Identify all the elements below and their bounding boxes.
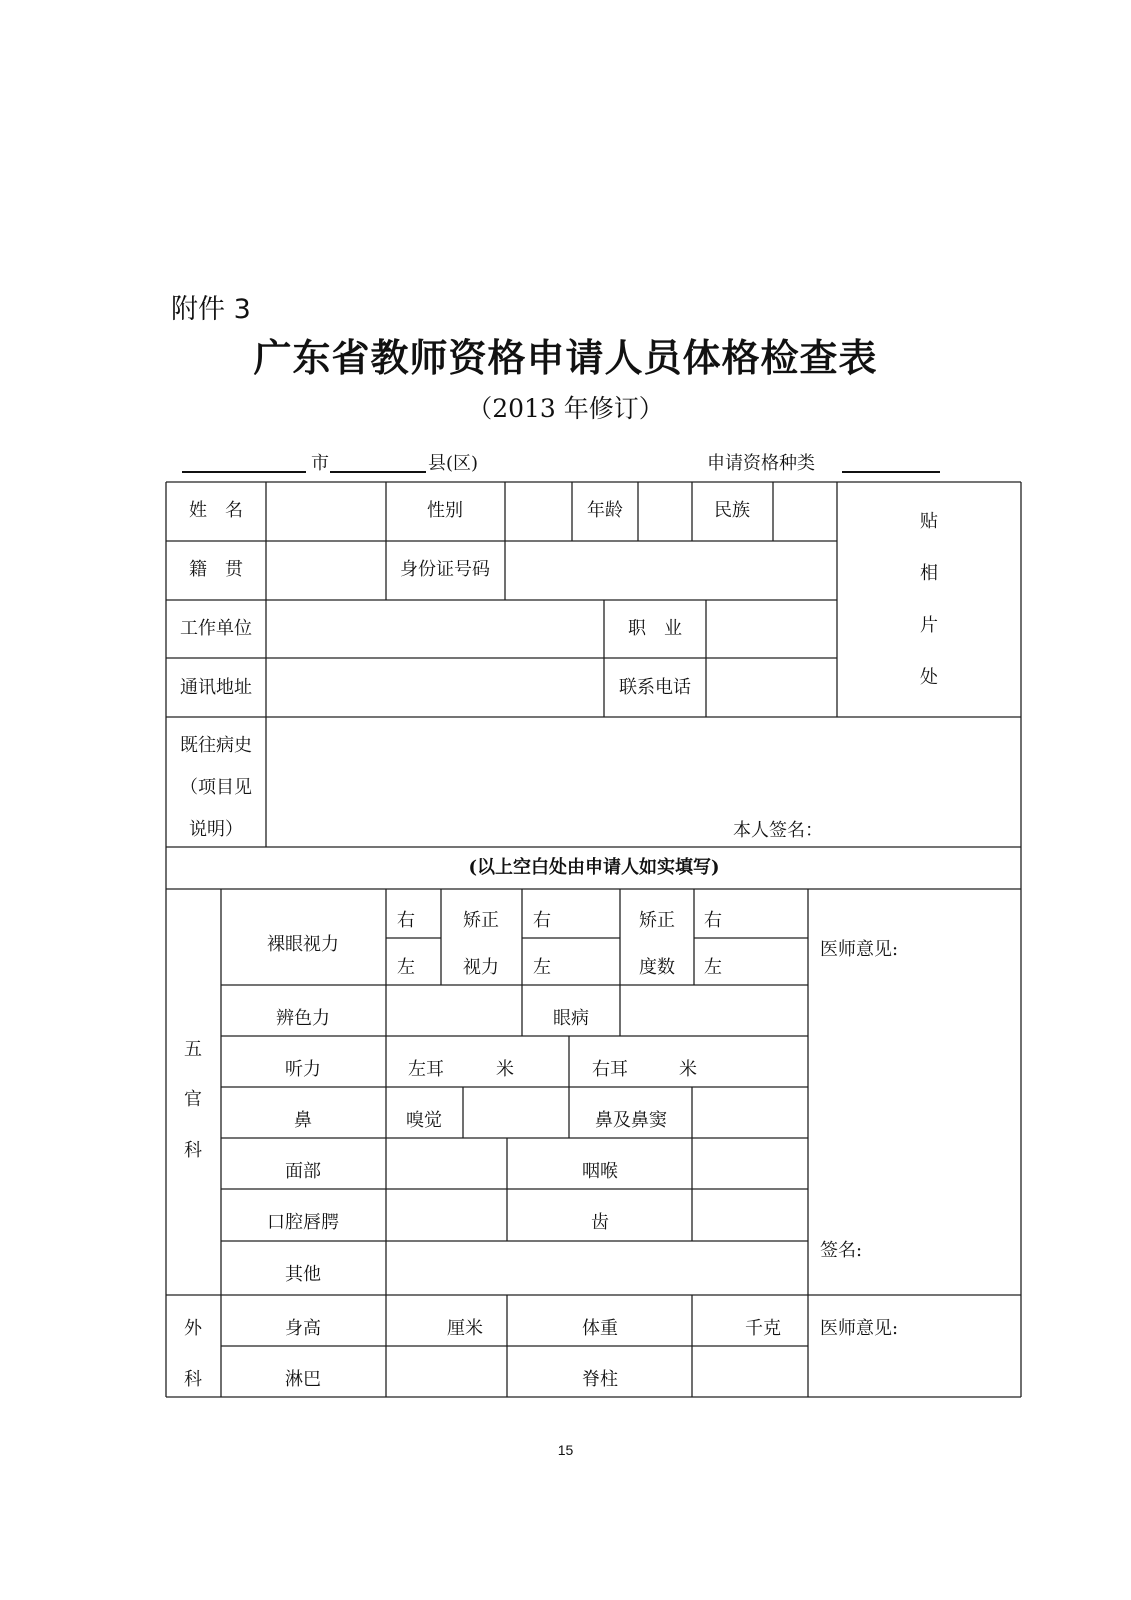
left-ear-label: 左耳 (408, 1059, 444, 1080)
photo-label-3: 片 (920, 615, 938, 636)
corrected-vision-label-top: 矫正 (463, 910, 499, 931)
sinus-label: 鼻及鼻窦 (595, 1110, 667, 1131)
eye-disease-field[interactable] (621, 986, 807, 1035)
history-field[interactable] (267, 718, 1020, 846)
correction-degree-label-bottom: 度数 (639, 957, 675, 978)
history-label-1: 既往病史 (180, 735, 252, 756)
right-ear-unit: 米 (679, 1059, 697, 1080)
height-label: 身高 (285, 1318, 321, 1339)
qualification-label: 申请资格种类 (707, 453, 815, 474)
age-label: 年龄 (587, 500, 623, 521)
county-suffix: 县(区) (428, 453, 479, 474)
corrected-vision-label-bottom: 视力 (463, 957, 499, 978)
ent-section-label-3: 科 (184, 1140, 202, 1161)
photo-label-1: 贴 (920, 511, 938, 532)
age-field[interactable] (639, 483, 691, 540)
native-place-field[interactable] (267, 542, 385, 599)
form-subtitle: （2013 年修订） (467, 394, 664, 423)
other-field[interactable] (387, 1242, 807, 1294)
photo-label-4: 处 (920, 667, 938, 688)
surgery-doctor-opinion-field[interactable] (809, 1345, 1020, 1396)
correction-degree-left: 左 (704, 957, 722, 978)
ent-doctor-opinion-field[interactable] (809, 975, 1020, 1230)
throat-label: 咽喉 (582, 1161, 618, 1182)
nose-label: 鼻 (294, 1110, 312, 1131)
weight-unit: 千克 (745, 1318, 781, 1339)
self-signature-label: 本人签名： (733, 820, 823, 841)
spine-field[interactable] (693, 1347, 807, 1396)
history-label-3: 说明） (189, 819, 243, 840)
naked-vision-label: 裸眼视力 (267, 934, 339, 955)
ent-section-label-1: 五 (184, 1039, 202, 1060)
throat-field[interactable] (693, 1139, 807, 1188)
other-label: 其他 (285, 1264, 321, 1285)
teeth-label: 齿 (591, 1212, 609, 1233)
city-suffix: 市 (311, 453, 329, 474)
surgery-section-label-1: 外 (184, 1318, 202, 1339)
correction-degree-label-top: 矫正 (639, 910, 675, 931)
lymph-label: 淋巴 (285, 1369, 321, 1390)
oral-label: 口腔唇腭 (267, 1212, 339, 1233)
photo-label-2: 相 (920, 563, 938, 584)
address-label: 通讯地址 (180, 677, 252, 698)
height-unit: 厘米 (447, 1318, 483, 1339)
occupation-label: 职 业 (628, 618, 682, 639)
hearing-label: 听力 (285, 1059, 321, 1080)
smell-label: 嗅觉 (406, 1110, 442, 1131)
name-label: 姓 名 (189, 500, 243, 521)
spine-label: 脊柱 (582, 1369, 618, 1390)
history-label-2: （项目见 (180, 777, 252, 798)
page-number: 15 (557, 1442, 574, 1458)
ethnicity-field[interactable] (774, 483, 836, 540)
lymph-field[interactable] (387, 1347, 506, 1396)
surgery-section-label-2: 科 (184, 1369, 202, 1390)
gender-field[interactable] (506, 483, 571, 540)
work-unit-label: 工作单位 (180, 618, 252, 639)
ent-section-label-2: 官 (184, 1089, 202, 1110)
face-label: 面部 (285, 1161, 321, 1182)
smell-field[interactable] (464, 1088, 568, 1137)
id-number-label: 身份证号码 (400, 559, 490, 580)
work-unit-field[interactable] (267, 601, 603, 657)
occupation-field[interactable] (707, 601, 836, 657)
native-place-label: 籍 贯 (189, 559, 243, 580)
weight-field[interactable] (693, 1296, 743, 1345)
surgery-doctor-opinion-label: 医师意见: (820, 1318, 899, 1339)
phone-field[interactable] (707, 659, 836, 716)
corrected-vision-right: 右 (533, 910, 551, 931)
address-field[interactable] (267, 659, 603, 716)
ent-doctor-opinion-label: 医师意见: (820, 939, 899, 960)
naked-vision-left: 左 (397, 957, 415, 978)
height-field[interactable] (387, 1296, 447, 1345)
ent-signature-label: 签名: (820, 1240, 863, 1261)
teeth-field[interactable] (693, 1190, 807, 1240)
ethnicity-label: 民族 (714, 500, 750, 521)
naked-vision-right: 右 (397, 910, 415, 931)
left-ear-unit: 米 (496, 1059, 514, 1080)
gender-label: 性别 (427, 500, 463, 521)
attachment-label: 附件 3 (171, 294, 251, 325)
phone-label: 联系电话 (619, 677, 691, 698)
oral-field[interactable] (387, 1190, 506, 1240)
color-vision-label: 辨色力 (276, 1008, 330, 1029)
sinus-field[interactable] (693, 1088, 807, 1137)
color-vision-field[interactable] (387, 986, 521, 1035)
face-field[interactable] (387, 1139, 506, 1188)
eye-disease-label: 眼病 (553, 1008, 589, 1029)
form-title: 广东省教师资格申请人员体格检查表 (253, 336, 878, 380)
fill-note: (以上空白处由申请人如实填写) (468, 857, 720, 878)
name-field[interactable] (267, 483, 385, 540)
corrected-vision-left: 左 (533, 957, 551, 978)
correction-degree-right: 右 (704, 910, 722, 931)
weight-label: 体重 (582, 1318, 618, 1339)
right-ear-label: 右耳 (592, 1059, 628, 1080)
id-number-field[interactable] (506, 542, 836, 599)
